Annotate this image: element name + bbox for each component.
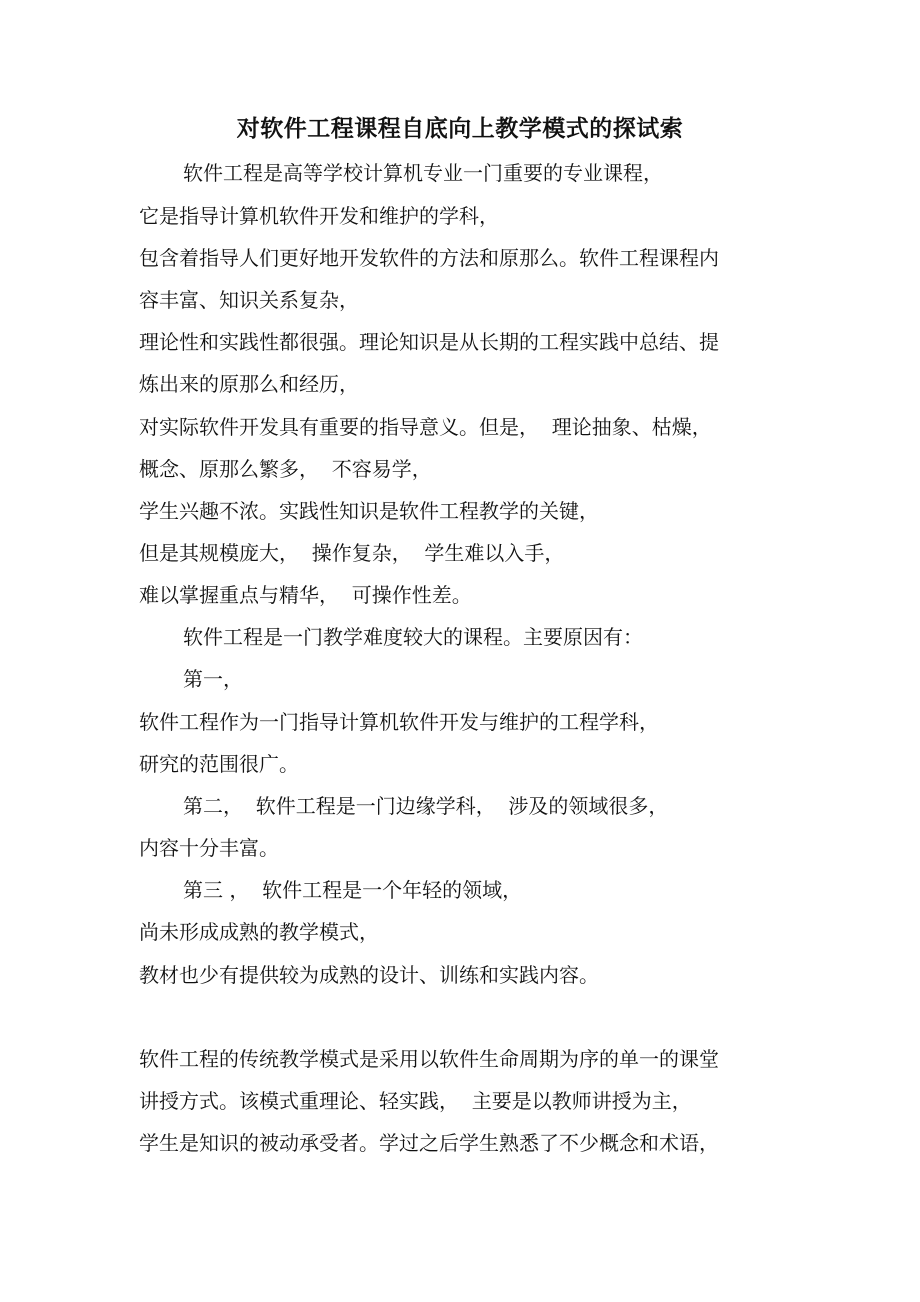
paragraph-line: 容丰富、知识关系复杂，	[139, 288, 359, 312]
paragraph-line: 讲授方式。该模式重理论、轻实践， 主要是以教师讲授为主，	[139, 1089, 692, 1113]
paragraph-line: 学生是知识的被动承受者。学过之后学生熟悉了不少概念和术语，	[139, 1131, 719, 1155]
paragraph-line: 难以掌握重点与精华， 可操作性差。	[139, 583, 472, 607]
paragraph-line: 理论性和实践性都很强。理论知识是从长期的工程实践中总结、提	[139, 330, 719, 354]
paragraph-line: 第三 ， 软件工程是一个年轻的领域，	[183, 878, 523, 902]
paragraph-line: 研究的范围很广。	[139, 752, 299, 776]
paragraph-line: 第二， 软件工程是一门边缘学科， 涉及的领域很多，	[183, 794, 669, 818]
paragraph-line: 软件工程作为一门指导计算机软件开发与维护的工程学科，	[139, 710, 659, 734]
paragraph-line: 炼出来的原那么和经历，	[139, 372, 359, 396]
paragraph-line: 包含着指导人们更好地开发软件的方法和原那么。软件工程课程内	[139, 246, 719, 270]
paragraph-line: 尚未形成成熟的教学模式，	[139, 920, 379, 944]
document-title: 对软件工程课程自底向上教学模式的探试索	[236, 115, 684, 142]
paragraph-line: 但是其规模庞大， 操作复杂， 学生难以入手，	[139, 541, 565, 565]
paragraph-line: 学生兴趣不浓。实践性知识是软件工程教学的关键，	[139, 499, 599, 523]
paragraph-line: 它是指导计算机软件开发和维护的学科，	[139, 204, 499, 228]
paragraph-line: 软件工程的传统教学模式是采用以软件生命周期为序的单一的课堂	[139, 1047, 719, 1071]
paragraph-line: 软件工程是一门教学难度较大的课程。主要原因有：	[183, 625, 643, 649]
paragraph-line: 软件工程是高等学校计算机专业一门重要的专业课程，	[183, 161, 663, 185]
paragraph-line: 第一，	[183, 667, 243, 691]
paragraph-line: 内容十分丰富。	[139, 836, 279, 860]
paragraph-line: 概念、原那么繁多， 不容易学，	[139, 457, 432, 481]
paragraph-line: 教材也少有提供较为成熟的设计、训练和实践内容。	[139, 963, 599, 987]
paragraph-line: 对实际软件开发具有重要的指导意义。但是， 理论抽象、枯燥，	[139, 415, 712, 439]
